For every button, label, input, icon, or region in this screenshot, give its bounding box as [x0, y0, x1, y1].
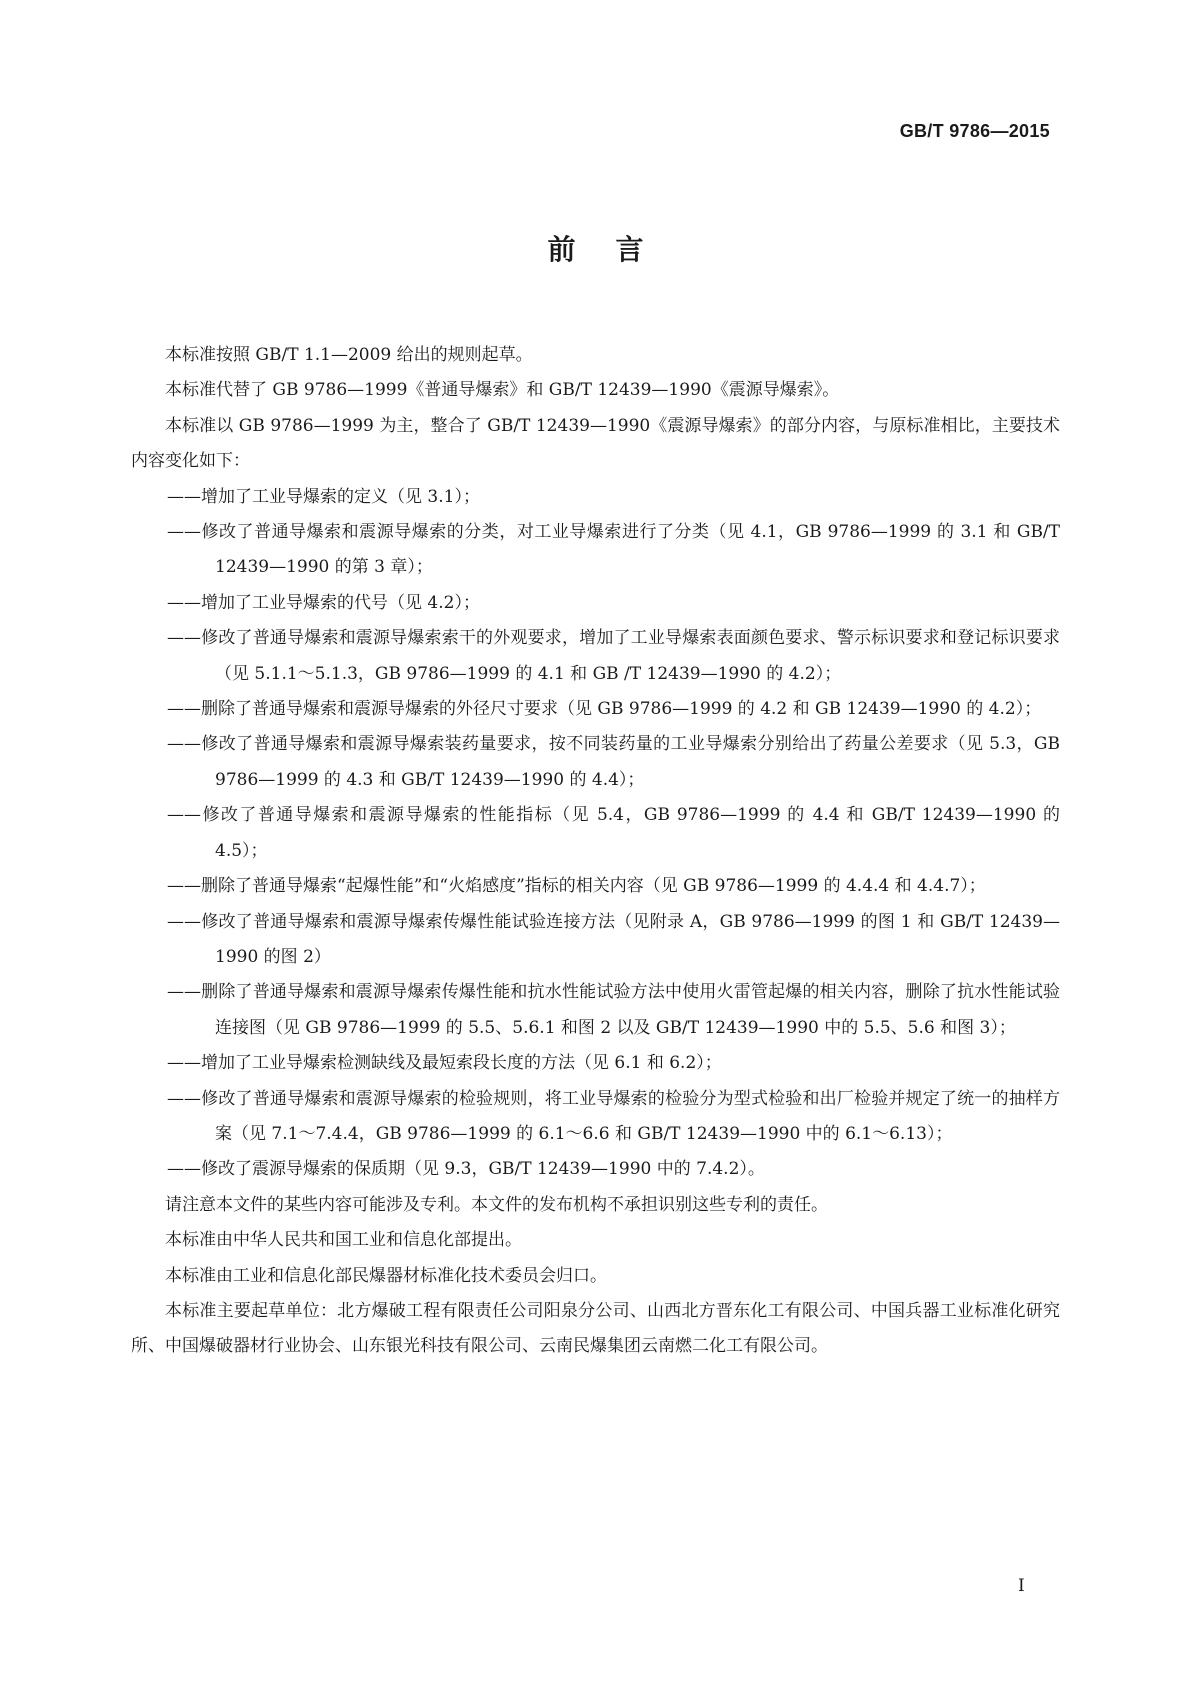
paragraph: 本标准代替了 GB 9786—1999《普通导爆索》和 GB/T 12439—1990《震源导爆索》。	[165, 380, 840, 401]
change-item: ——修改了普通导爆索和震源导爆索传爆性能试验连接方法（见附录 A，GB 9786—1999 的图 1 和 GB/T 12439—1990 的图 2）	[167, 911, 1060, 967]
paragraph: 本标准由工业和信息化部民爆器材标准化技术委员会归口。	[165, 1265, 607, 1286]
change-item: ——删除了普通导爆索“起爆性能”和“火焰感度”指标的相关内容（见 GB 9786—1999 的 4.4.4 和 4.4.7）；	[167, 876, 986, 897]
change-item: ——修改了普通导爆索和震源导爆索的检验规则，将工业导爆索的检验分为型式检验和出厂检验并规定了统一的抽样方案（见 7.1～7.4.4，GB 9786—1999 的 6.1～6.6 和 GB/T 12439—1990 中的 6.1～6.13）；	[167, 1088, 1060, 1144]
change-item: ——删除了普通导爆索和震源导爆索的外径尺寸要求（见 GB 9786—1999 的 4.2 和 GB 12439—1990 的 4.2）；	[167, 699, 1042, 720]
change-list	[131, 480, 1060, 1188]
change-item: ——修改了普通导爆索和震源导爆索的分类，对工业导爆索进行了分类（见 4.1，GB 9786—1999 的 3.1 和 GB/T 12439—1990 的第 3 章）；	[167, 522, 1060, 578]
paragraph: 本标准按照 GB/T 1.1—2009 给出的规则起草。	[165, 345, 533, 365]
document-body	[131, 338, 1060, 1365]
change-item: ——删除了普通导爆索和震源导爆索传爆性能和抗水性能试验方法中使用火雷管起爆的相关内容，删除了抗水性能试验连接图（见 GB 9786—1999 的 5.5、5.6.1 和图 2 以及 GB/T 12439—1990 中的 5.5、5.6 和图 3）；	[167, 982, 1060, 1038]
standard-code: GB/T 9786—2015	[899, 121, 1050, 141]
change-item: ——增加了工业导爆索的代号（见 4.2）；	[167, 592, 480, 613]
change-item: ——修改了普通导爆索和震源导爆索索干的外观要求，增加了工业导爆索表面颜色要求、警示标识要求和登记标识要求（见 5.1.1～5.1.3，GB 9786—1999 的 4.1 和 GB /T 12439—1990 的 4.2）；	[167, 628, 1060, 684]
paragraph: 本标准以 GB 9786—1999 为主，整合了 GB/T 12439—1990《震源导爆索》的部分内容，与原标准相比，主要技术内容变化如下：	[131, 415, 1060, 472]
paragraph: 本标准主要起草单位：北方爆破工程有限责任公司阳泉分公司、山西北方晋东化工有限公司、中国兵器工业标准化研究所、中国爆破器材行业协会、山东银光科技有限公司、云南民爆集团云南燃二化工有限公司。	[131, 1300, 1060, 1357]
change-item: ——增加了工业导爆索的定义（见 3.1）；	[167, 486, 480, 507]
change-item: ——修改了普通导爆索和震源导爆索的性能指标（见 5.4，GB 9786—1999 的 4.4 和 GB/T 12439—1990 的 4.5）；	[167, 805, 1060, 861]
page-number: I	[1018, 1576, 1025, 1596]
change-item: ——修改了普通导爆索和震源导爆索装药量要求，按不同装药量的工业导爆索分别给出了药量公差要求（见 5.3，GB 9786—1999 的 4.3 和 GB/T 12439—1990 的 4.4）；	[167, 734, 1060, 790]
change-item: ——增加了工业导爆索检测缺线及最短索段长度的方法（见 6.1 和 6.2）；	[167, 1053, 722, 1074]
paragraph: 请注意本文件的某些内容可能涉及专利。本文件的发布机构不承担识别这些专利的责任。	[165, 1194, 828, 1215]
change-item: ——修改了震源导爆索的保质期（见 9.3，GB/T 12439—1990 中的 7.4.2）。	[167, 1159, 765, 1180]
paragraph: 本标准由中华人民共和国工业和信息化部提出。	[165, 1230, 522, 1251]
page-title: 前言	[547, 233, 684, 266]
